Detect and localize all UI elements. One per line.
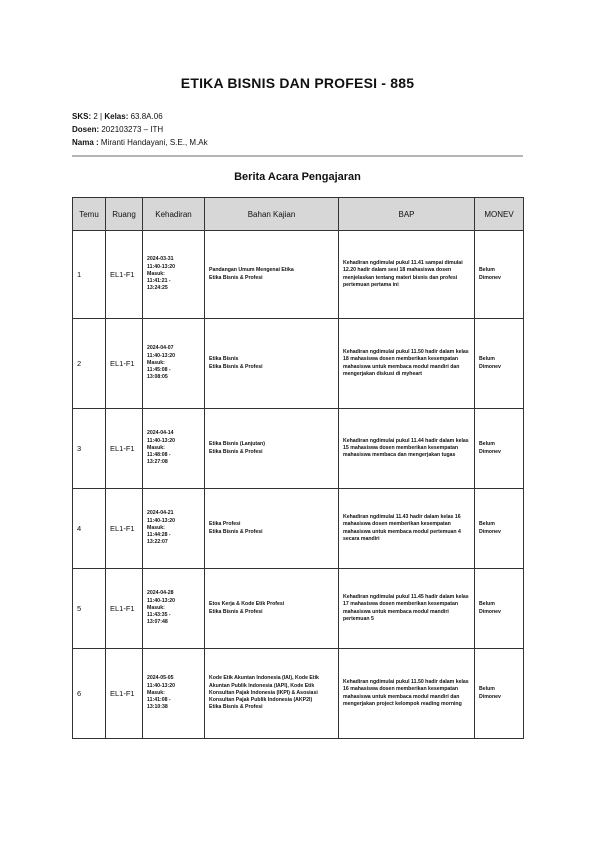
column-header-monev: MONEV <box>475 198 524 231</box>
table-row <box>73 649 524 739</box>
kehadiran-line: 11:40-13:20 <box>147 682 175 689</box>
cell-monev <box>475 319 524 409</box>
kehadiran-line: 11:40-13:20 <box>147 597 175 604</box>
nama-line <box>72 136 208 149</box>
kehadiran-line: Masuk: <box>147 359 165 366</box>
cell-kehadiran <box>143 569 205 649</box>
kehadiran-line: 2024-04-14 <box>147 430 174 437</box>
monev-status: Dimonev <box>479 528 501 535</box>
table-row <box>73 569 524 649</box>
header-divider <box>72 155 523 157</box>
kehadiran-line: 13:08:05 <box>147 374 168 381</box>
cell-temu: 2 <box>73 319 106 409</box>
bahan-kajian-line: Etika Bisnis & Profesi <box>209 528 263 535</box>
kehadiran-line: Masuk: <box>147 604 165 611</box>
dosen-label: Dosen: <box>72 125 100 134</box>
cell-bahan-kajian <box>205 569 339 649</box>
table-header-row <box>73 198 524 231</box>
cell-ruang: EL1-F1 <box>106 649 143 739</box>
berita-acara-table <box>72 197 524 739</box>
kehadiran-line: Masuk: <box>147 524 165 531</box>
cell-ruang: EL1-F1 <box>106 569 143 649</box>
cell-monev <box>475 231 524 319</box>
bahan-kajian-line: Etika Bisnis & Profesi <box>209 274 263 281</box>
kehadiran-line: 11:45:08 - <box>147 367 171 374</box>
bahan-kajian-line: Kode Etik Akuntan Indonesia (IAI), Kode Etik Akuntan Publik Indonesia (IAPI), Kode Etik Konsultan Pajak Indonesia (IKPI) & Asosiasi Konsultan Pajak Publik Indonesia (AKP2I) <box>209 675 319 704</box>
cell-bap: Kehadiran ngdimulai pukul 11.45 hadir dalam kelas 17 mahasiswa dosen memberikan kesempatan mahasiswa untuk membaca modul mandiri pertemuan 5 <box>339 569 475 649</box>
cell-bap: Kehadiran ngdimulai pukul 11.50 hadir dalam kelas 16 mahasiswa dosen memberikan kesempatan mahasiswa untuk membaca modul mandiri dan mengerjakan project kelompok reading morning <box>339 649 475 739</box>
cell-temu: 4 <box>73 489 106 569</box>
bahan-kajian-line: Etos Kerja & Kode Etik Profesi <box>209 601 285 608</box>
bahan-kajian-line: Etika Bisnis & Profesi <box>209 363 263 370</box>
cell-kehadiran <box>143 231 205 319</box>
cell-temu: 6 <box>73 649 106 739</box>
cell-bahan-kajian <box>205 409 339 489</box>
table-row <box>73 319 524 409</box>
monev-status: Belum <box>479 521 495 528</box>
cell-ruang: EL1-F1 <box>106 409 143 489</box>
nama-value: Miranti Handayani, S.E., M.Ak <box>100 138 208 147</box>
cell-monev <box>475 569 524 649</box>
kehadiran-line: Masuk: <box>147 444 165 451</box>
cell-bap: Kehadiran ngdimulai pukul 11.50 hadir dalam kelas 18 mahasiswa dosen memberikan kesempatan mahasiswa untuk membaca modul mandiri dan mengerjakan diskusi di myheart <box>339 319 475 409</box>
kehadiran-line: 11:40-13:20 <box>147 263 175 270</box>
column-header-ruang: Ruang <box>106 198 143 231</box>
monev-status: Belum <box>479 267 495 274</box>
kehadiran-line: 13:27:08 <box>147 459 168 466</box>
kehadiran-line: 11:41:21 - <box>147 278 171 285</box>
kehadiran-line: 2024-04-28 <box>147 590 174 597</box>
cell-bap: Kehadiran ngdimulai pukul 11.44 hadir dalam kelas 15 mahasiswa dosen memberikan kesempatan mahasiswa membaca dan mengerjakan tugas <box>339 409 475 489</box>
cell-bap: Kehadiran ngdimulai 11.43 hadir dalam kelas 16 mahasiswa dosen memberikan kesempatan mahasiswa untuk membaca modul pertemuan 4 secara mandiri <box>339 489 475 569</box>
kehadiran-line: 11:41:08 - <box>147 697 171 704</box>
cell-ruang: EL1-F1 <box>106 319 143 409</box>
cell-monev <box>475 649 524 739</box>
monev-status: Dimonev <box>479 363 501 370</box>
bahan-kajian-line: Etika Bisnis & Profesi <box>209 608 263 615</box>
monev-status: Dimonev <box>479 274 501 281</box>
sks-value: 2 <box>93 112 98 121</box>
table-row <box>73 409 524 489</box>
bahan-kajian-line: Etika Bisnis <box>209 356 239 363</box>
meta-separator: | <box>100 112 103 121</box>
bahan-kajian-line: Etika Bisnis & Profesi <box>209 704 263 711</box>
dosen-line <box>72 123 208 136</box>
kehadiran-line: 2024-04-07 <box>147 345 174 352</box>
column-header-bap: BAP <box>339 198 475 231</box>
kehadiran-line: 11:43:35 - <box>147 612 171 619</box>
bahan-kajian-line: Pandangan Umum Mengenai Etika <box>209 267 294 274</box>
cell-ruang: EL1-F1 <box>106 489 143 569</box>
kehadiran-line: 13:07:48 <box>147 619 168 626</box>
kehadiran-line: 13:22:07 <box>147 539 168 546</box>
kehadiran-line: 11:40-13:20 <box>147 352 175 359</box>
table-row <box>73 489 524 569</box>
table-row <box>73 231 524 319</box>
kehadiran-line: 11:48:08 - <box>147 452 171 459</box>
table-body <box>73 231 524 739</box>
kehadiran-line: Masuk: <box>147 689 165 696</box>
kehadiran-line: 2024-05-05 <box>147 675 174 682</box>
kelas-label: Kelas: <box>104 112 129 121</box>
column-header-kehadiran: Kehadiran <box>143 198 205 231</box>
monev-status: Dimonev <box>479 693 501 700</box>
bahan-kajian-line: Etika Bisnis (Lanjutan) <box>209 441 265 448</box>
course-meta <box>72 110 208 149</box>
cell-bap: Kehadiran ngdimulai pukul 11.41 sampai dimulai 12.20 hadir dalam sesi 18 mahasiswa dosen menjelaskan tentang materi bisnis dan profesi pertemuan pertama ini <box>339 231 475 319</box>
kehadiran-line: 13:10:38 <box>147 704 168 711</box>
cell-monev <box>475 489 524 569</box>
cell-temu: 5 <box>73 569 106 649</box>
section-title: Berita Acara Pengajaran <box>234 171 361 183</box>
kehadiran-line: Masuk: <box>147 270 165 277</box>
bahan-kajian-line: Etika Bisnis & Profesi <box>209 448 263 455</box>
cell-kehadiran <box>143 409 205 489</box>
monev-status: Belum <box>479 441 495 448</box>
cell-kehadiran <box>143 489 205 569</box>
cell-kehadiran <box>143 319 205 409</box>
kehadiran-line: 2024-04-21 <box>147 510 174 517</box>
cell-monev <box>475 409 524 489</box>
column-header-temu: Temu <box>73 198 106 231</box>
monev-status: Dimonev <box>479 448 501 455</box>
monev-status: Dimonev <box>479 608 501 615</box>
monev-status: Belum <box>479 686 495 693</box>
kehadiran-line: 11:44:28 - <box>147 532 171 539</box>
sks-label: SKS: <box>72 112 92 121</box>
bahan-kajian-line: Etika Profesi <box>209 521 241 528</box>
kehadiran-line: 11:40-13:20 <box>147 517 175 524</box>
sks-kelas-line <box>72 110 208 123</box>
cell-temu: 1 <box>73 231 106 319</box>
kehadiran-line: 13:24:25 <box>147 285 168 292</box>
monev-status: Belum <box>479 356 495 363</box>
cell-bahan-kajian <box>205 489 339 569</box>
cell-ruang: EL1-F1 <box>106 231 143 319</box>
kelas-value: 63.8A.06 <box>130 112 163 121</box>
nama-label: Nama : <box>72 138 99 147</box>
cell-bahan-kajian <box>205 231 339 319</box>
cell-bahan-kajian <box>205 319 339 409</box>
cell-kehadiran <box>143 649 205 739</box>
kehadiran-line: 2024-03-31 <box>147 256 174 263</box>
document-title: ETIKA BISNIS DAN PROFESI - 885 <box>180 75 415 91</box>
cell-bahan-kajian <box>205 649 339 739</box>
cell-temu: 3 <box>73 409 106 489</box>
kehadiran-line: 11:40-13:20 <box>147 437 175 444</box>
column-header-bahan-kajian: Bahan Kajian <box>205 198 339 231</box>
monev-status: Belum <box>479 601 495 608</box>
dosen-value: 202103273 – ITH <box>101 125 164 134</box>
